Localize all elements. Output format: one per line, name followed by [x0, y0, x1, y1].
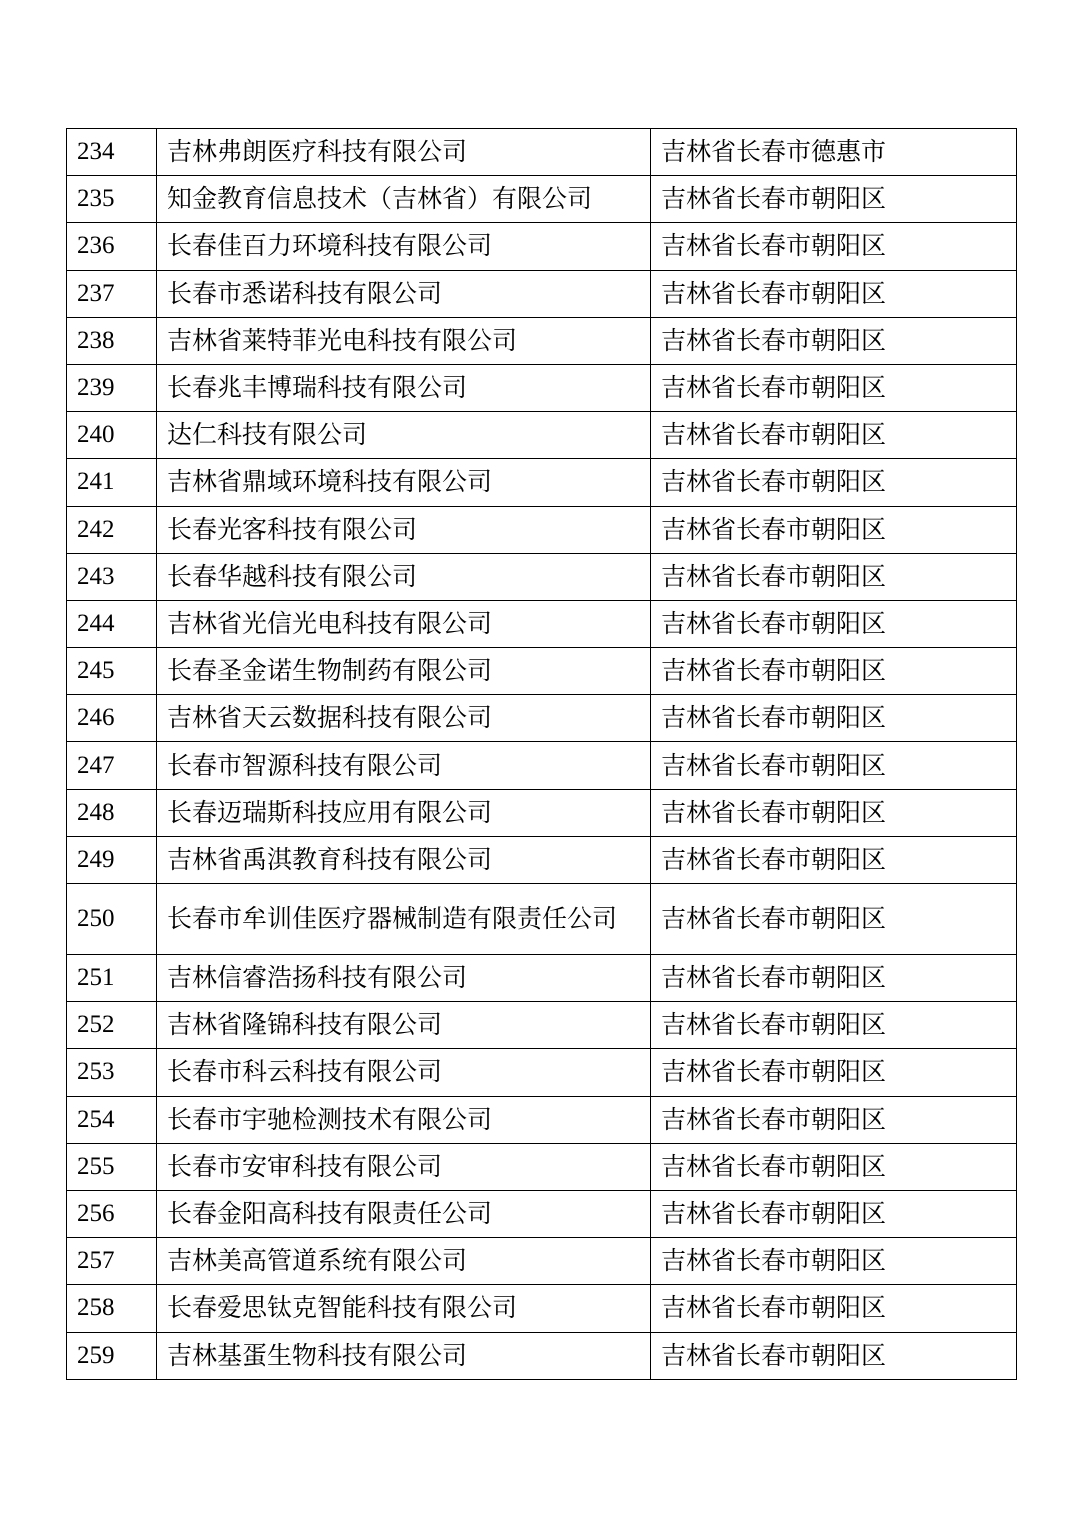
table-row	[67, 1285, 1017, 1332]
company-location: 吉林省长春市朝阳区	[651, 695, 1017, 742]
company-location: 吉林省长春市朝阳区	[651, 1285, 1017, 1332]
table-row	[67, 1143, 1017, 1190]
row-number: 237	[67, 270, 157, 317]
company-name: 知金教育信息技术（吉林省）有限公司	[157, 176, 651, 223]
company-location: 吉林省长春市朝阳区	[651, 459, 1017, 506]
table-row	[67, 270, 1017, 317]
company-name: 吉林省鼎域环境科技有限公司	[157, 459, 651, 506]
row-number: 249	[67, 836, 157, 883]
company-name: 吉林省光信光电科技有限公司	[157, 600, 651, 647]
company-name: 吉林信睿浩扬科技有限公司	[157, 955, 651, 1002]
company-name: 长春市宇驰检测技术有限公司	[157, 1096, 651, 1143]
company-name: 长春光客科技有限公司	[157, 506, 651, 553]
company-location: 吉林省长春市朝阳区	[651, 317, 1017, 364]
company-location: 吉林省长春市朝阳区	[651, 600, 1017, 647]
table-row	[67, 129, 1017, 176]
company-name: 吉林省莱特菲光电科技有限公司	[157, 317, 651, 364]
table-row	[67, 789, 1017, 836]
company-location: 吉林省长春市朝阳区	[651, 1238, 1017, 1285]
company-location: 吉林省长春市朝阳区	[651, 176, 1017, 223]
table-row	[67, 412, 1017, 459]
company-location: 吉林省长春市朝阳区	[651, 836, 1017, 883]
company-name: 长春金阳高科技有限责任公司	[157, 1190, 651, 1237]
company-name: 长春爱思钛克智能科技有限公司	[157, 1285, 651, 1332]
table-row	[67, 884, 1017, 955]
company-name: 吉林基蛋生物科技有限公司	[157, 1332, 651, 1379]
company-location: 吉林省长春市朝阳区	[651, 789, 1017, 836]
company-location: 吉林省长春市朝阳区	[651, 364, 1017, 411]
company-name: 吉林省隆锦科技有限公司	[157, 1002, 651, 1049]
table-row	[67, 1096, 1017, 1143]
row-number: 245	[67, 648, 157, 695]
row-number: 238	[67, 317, 157, 364]
row-number: 234	[67, 129, 157, 176]
company-name: 长春市牟训佳医疗器械制造有限责任公司	[157, 884, 651, 955]
row-number: 246	[67, 695, 157, 742]
table-row	[67, 223, 1017, 270]
table-row	[67, 1332, 1017, 1379]
company-location: 吉林省长春市朝阳区	[651, 553, 1017, 600]
table-row	[67, 600, 1017, 647]
company-location: 吉林省长春市朝阳区	[651, 955, 1017, 1002]
company-location: 吉林省长春市朝阳区	[651, 1190, 1017, 1237]
row-number: 235	[67, 176, 157, 223]
company-name: 长春市安审科技有限公司	[157, 1143, 651, 1190]
table-row	[67, 1002, 1017, 1049]
company-name: 长春圣金诺生物制药有限公司	[157, 648, 651, 695]
row-number: 253	[67, 1049, 157, 1096]
row-number: 258	[67, 1285, 157, 1332]
row-number: 256	[67, 1190, 157, 1237]
company-name: 吉林省禹淇教育科技有限公司	[157, 836, 651, 883]
company-location: 吉林省长春市朝阳区	[651, 1143, 1017, 1190]
company-location: 吉林省长春市朝阳区	[651, 1002, 1017, 1049]
company-name: 达仁科技有限公司	[157, 412, 651, 459]
company-name: 长春迈瑞斯科技应用有限公司	[157, 789, 651, 836]
company-location: 吉林省长春市朝阳区	[651, 412, 1017, 459]
row-number: 251	[67, 955, 157, 1002]
company-name: 长春华越科技有限公司	[157, 553, 651, 600]
row-number: 248	[67, 789, 157, 836]
company-location: 吉林省长春市朝阳区	[651, 223, 1017, 270]
table-row	[67, 506, 1017, 553]
table-row	[67, 317, 1017, 364]
company-name: 长春兆丰博瑞科技有限公司	[157, 364, 651, 411]
row-number: 252	[67, 1002, 157, 1049]
table-row	[67, 695, 1017, 742]
row-number: 240	[67, 412, 157, 459]
table-row	[67, 836, 1017, 883]
company-name: 长春市智源科技有限公司	[157, 742, 651, 789]
company-name: 长春佳百力环境科技有限公司	[157, 223, 651, 270]
table-row	[67, 742, 1017, 789]
company-location: 吉林省长春市德惠市	[651, 129, 1017, 176]
row-number: 259	[67, 1332, 157, 1379]
table-row	[67, 648, 1017, 695]
row-number: 244	[67, 600, 157, 647]
company-location: 吉林省长春市朝阳区	[651, 1096, 1017, 1143]
table-row	[67, 955, 1017, 1002]
table-row	[67, 553, 1017, 600]
company-name: 吉林美高管道系统有限公司	[157, 1238, 651, 1285]
company-location: 吉林省长春市朝阳区	[651, 648, 1017, 695]
row-number: 239	[67, 364, 157, 411]
table-row	[67, 1190, 1017, 1237]
company-name: 吉林弗朗医疗科技有限公司	[157, 129, 651, 176]
row-number: 243	[67, 553, 157, 600]
company-location: 吉林省长春市朝阳区	[651, 1332, 1017, 1379]
company-location: 吉林省长春市朝阳区	[651, 1049, 1017, 1096]
company-list-table	[66, 128, 1017, 1380]
row-number: 255	[67, 1143, 157, 1190]
company-location: 吉林省长春市朝阳区	[651, 506, 1017, 553]
row-number: 257	[67, 1238, 157, 1285]
table-row	[67, 1238, 1017, 1285]
row-number: 250	[67, 884, 157, 955]
company-location: 吉林省长春市朝阳区	[651, 884, 1017, 955]
row-number: 242	[67, 506, 157, 553]
company-name: 长春市科云科技有限公司	[157, 1049, 651, 1096]
company-location: 吉林省长春市朝阳区	[651, 742, 1017, 789]
row-number: 236	[67, 223, 157, 270]
row-number: 247	[67, 742, 157, 789]
table-row	[67, 176, 1017, 223]
table-row	[67, 364, 1017, 411]
row-number: 254	[67, 1096, 157, 1143]
table-row	[67, 459, 1017, 506]
company-location: 吉林省长春市朝阳区	[651, 270, 1017, 317]
company-name: 长春市悉诺科技有限公司	[157, 270, 651, 317]
table-row	[67, 1049, 1017, 1096]
row-number: 241	[67, 459, 157, 506]
company-name: 吉林省天云数据科技有限公司	[157, 695, 651, 742]
